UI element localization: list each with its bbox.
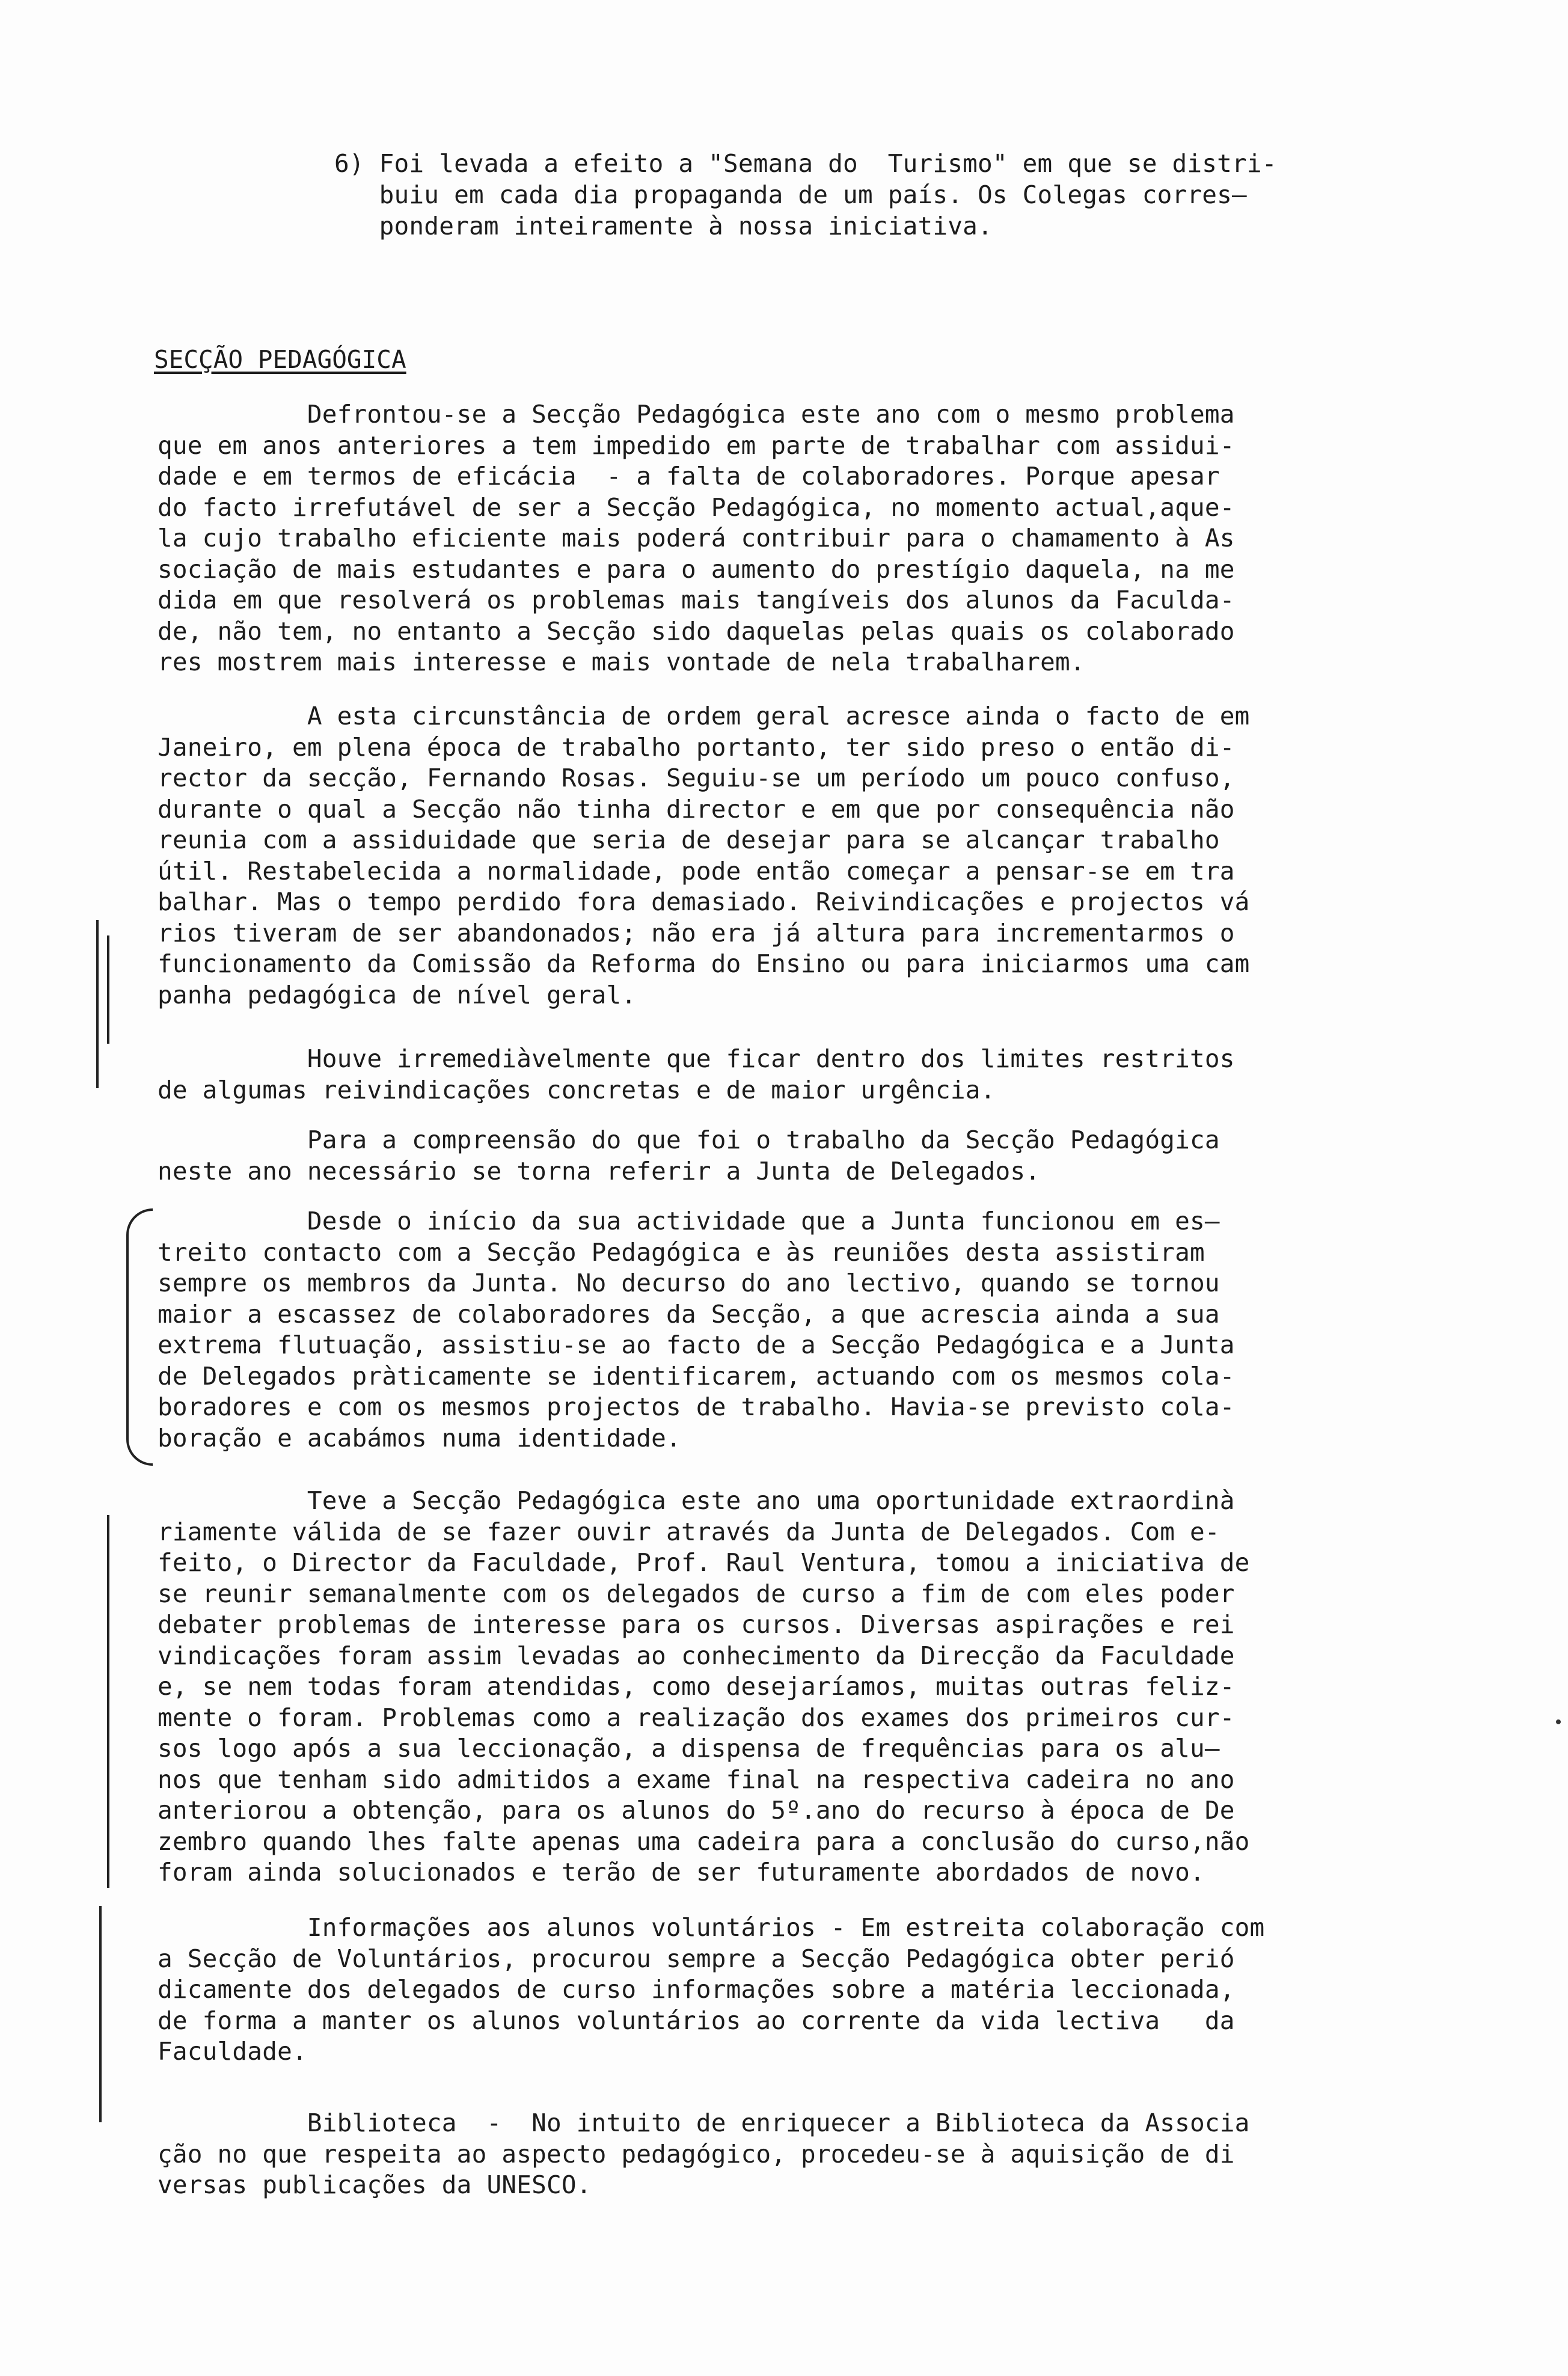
text-line: panha pedagógica de nível geral. xyxy=(158,980,637,1009)
text-line: Defrontou-se a Secção Pedagógica este ano com o mesmo problema xyxy=(158,400,1235,429)
text-line: feito, o Director da Faculdade, Prof. Raul Ventura, tomou a iniciativa de xyxy=(158,1548,1250,1577)
text-line: mente o foram. Problemas como a realização dos exames dos primeiros cur- xyxy=(158,1703,1235,1732)
margin-mark xyxy=(107,935,109,1044)
text-line: de, não tem, no entanto a Secção sido daquelas pelas quais os colaborado xyxy=(158,616,1235,646)
text-line: e, se nem todas foram atendidas, como desejaríamos, muitas outras feliz- xyxy=(158,1672,1235,1701)
text-line: durante o qual a Secção não tinha director e em que por consequência não xyxy=(158,794,1235,824)
text-line: nos que tenham sido admitidos a exame final na respectiva cadeira no ano xyxy=(158,1765,1235,1794)
text-line: Teve a Secção Pedagógica este ano uma oportunidade extraordinà xyxy=(158,1486,1235,1515)
text-line: do facto irrefutável de ser a Secção Pedagógica, no momento actual,aque- xyxy=(158,492,1235,522)
text-line: Houve irremediàvelmente que ficar dentro dos limites restritos xyxy=(158,1044,1235,1073)
text-line: Biblioteca - No intuito de enriquecer a Biblioteca da Associa xyxy=(158,2108,1250,2137)
text-line: rios tiveram de ser abandonados; não era já altura para incrementarmos o xyxy=(158,918,1235,948)
text-line: ção no que respeita ao aspecto pedagógico, procedeu-se à aquisição de di xyxy=(158,2139,1235,2169)
margin-mark xyxy=(99,1906,102,2122)
text-line: de Delegados pràticamente se identificarem, actuando com os mesmos cola- xyxy=(158,1361,1235,1391)
text-line: zembro quando lhes falte apenas uma cadeira para a conclusão do curso,não xyxy=(158,1826,1250,1856)
text-line: treito contacto com a Secção Pedagógica e às reuniões desta assistiram xyxy=(158,1237,1205,1267)
stray-mark xyxy=(1556,1719,1561,1724)
text-line: versas publicações da UNESCO. xyxy=(158,2170,592,2199)
text-line: útil. Restabelecida a normalidade, pode então começar a pensar-se em tra xyxy=(158,856,1235,886)
text-line: la cujo trabalho eficiente mais poderá contribuir para o chamamento à As xyxy=(158,524,1235,553)
text-line: boração e acabámos numa identidade. xyxy=(158,1423,681,1453)
text-line: se reunir semanalmente com os delegados de curso a fim de com eles poder xyxy=(158,1579,1235,1608)
text-line: anteriorou a obtenção, para os alunos do 5º.ano do recurso à época de De xyxy=(158,1796,1235,1825)
text-line: reunia com a assiduidade que seria de desejar para se alcançar trabalho xyxy=(158,825,1220,854)
text-line: que em anos anteriores a tem impedido em parte de trabalhar com assidui- xyxy=(158,430,1235,460)
text-line: Desde o início da sua actividade que a Junta funcionou em es— xyxy=(158,1207,1220,1235)
text-line: sempre os membros da Junta. No decurso do ano lectivo, quando se tornou xyxy=(158,1269,1220,1297)
text-line: funcionamento da Comissão da Reforma do Ensino ou para iniciarmos uma cam xyxy=(158,949,1250,978)
margin-mark xyxy=(107,1515,109,1888)
text-line: dida em que resolverá os problemas mais tangíveis dos alunos da Faculda- xyxy=(158,586,1235,614)
text-line: sociação de mais estudantes e para o aumento do prestígio daquela, na me xyxy=(158,554,1235,584)
text-line: Informações aos alunos voluntários - Em estreita colaboração com xyxy=(158,1913,1265,1942)
text-line: balhar. Mas o tempo perdido fora demasiado. Reivindicações e projectos vá xyxy=(158,887,1250,916)
text-line: ponderam inteiramente à nossa iniciativa. xyxy=(334,212,993,240)
text-line: foram ainda solucionados e terão de ser futuramente abordados de novo. xyxy=(158,1858,1205,1887)
text-line: A esta circunstância de ordem geral acresce ainda o facto de em xyxy=(158,702,1250,730)
text-line: dade e em termos de eficácia - a falta de colaboradores. Porque apesar xyxy=(158,462,1220,491)
text-line: vindicações foram assim levadas ao conhecimento da Direcção da Faculdade xyxy=(158,1641,1235,1670)
text-line: extrema flutuação, assistiu-se ao facto de a Secção Pedagógica e a Junta xyxy=(158,1330,1235,1359)
text-line: neste ano necessário se torna referir a Junta de Delegados. xyxy=(158,1156,1041,1186)
text-line: Faculdade. xyxy=(158,2037,307,2066)
text-line: de forma a manter os alunos voluntários ao corrente da vida lectiva da xyxy=(158,2006,1235,2035)
margin-bracket xyxy=(126,1208,153,1466)
text-line: de algumas reivindicações concretas e de maior urgência. xyxy=(158,1075,996,1104)
text-line: maior a escassez de colaboradores da Secção, a que acrescia ainda a sua xyxy=(158,1299,1220,1329)
text-line: rector da secção, Fernando Rosas. Seguiu-se um período um pouco confuso, xyxy=(158,764,1235,792)
section-heading: SECÇÃO PEDAGÓGICA xyxy=(154,345,406,374)
text-line: Para a compreensão do que foi o trabalho da Secção Pedagógica xyxy=(158,1125,1220,1154)
text-line: dicamente dos delegados de curso informações sobre a matéria leccionada, xyxy=(158,1975,1235,2004)
text-line: buiu em cada dia propaganda de um país. Os Colegas corres— xyxy=(334,180,1247,209)
text-line: Janeiro, em plena época de trabalho portanto, ter sido preso o então di- xyxy=(158,732,1235,762)
text-line: boradores e com os mesmos projectos de trabalho. Havia-se previsto cola- xyxy=(158,1392,1235,1421)
text-line: res mostrem mais interesse e mais vontade de nela trabalharem. xyxy=(158,648,1085,676)
text-line: 6) Foi levada a efeito a "Semana do Turismo" em que se distri- xyxy=(334,149,1277,178)
margin-mark xyxy=(96,920,99,1088)
text-line: riamente válida de se fazer ouvir através da Junta de Delegados. Com e- xyxy=(158,1517,1220,1546)
text-line: a Secção de Voluntários, procurou sempre a Secção Pedagógica obter perió xyxy=(158,1944,1235,1973)
text-line: sos logo após a sua leccionação, a dispensa de frequências para os alu— xyxy=(158,1734,1220,1763)
text-line: debater problemas de interesse para os cursos. Diversas aspirações e rei xyxy=(158,1610,1235,1639)
